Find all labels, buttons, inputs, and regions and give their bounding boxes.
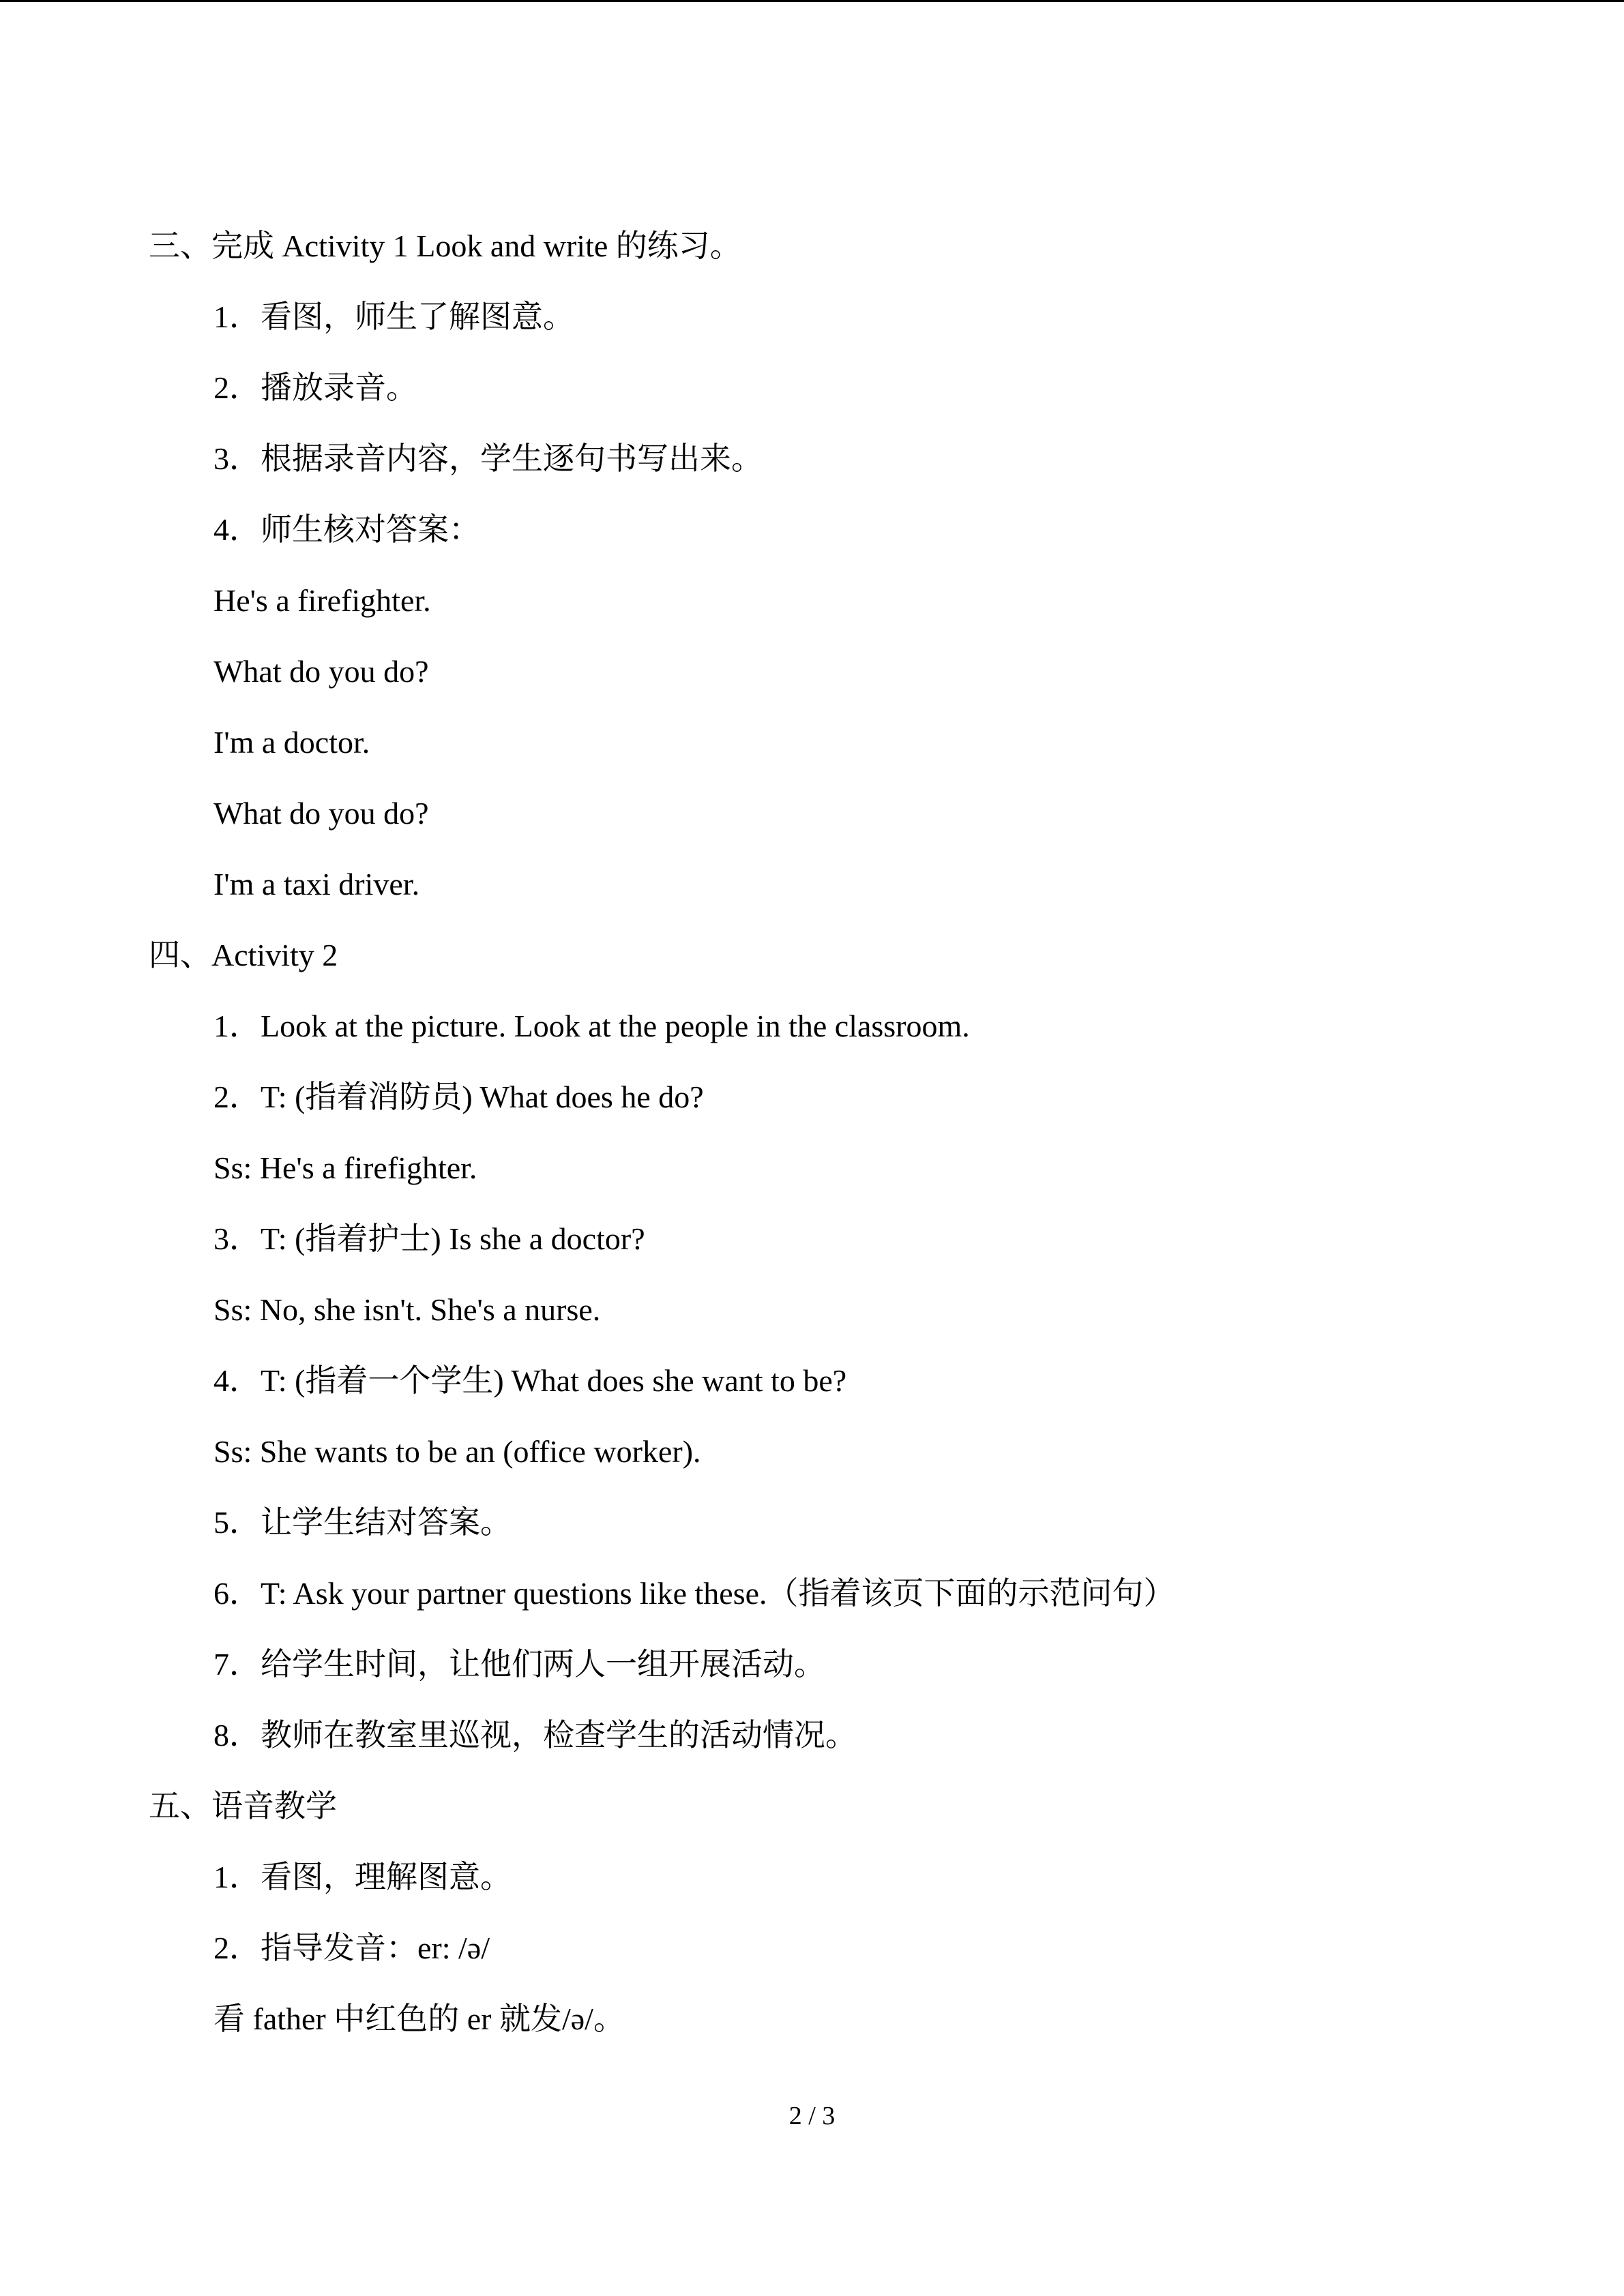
section-heading: 四、Activity 2 xyxy=(149,938,338,972)
answer-line: What do you do? xyxy=(213,654,429,689)
step-item: 3．T: (指着护士) Is she a doctor? xyxy=(213,1221,645,1256)
dialogue-line: Ss: No, she isn't. She's a nurse. xyxy=(213,1292,601,1327)
step-item: 7．给学生时间，让他们两人一组开展活动。 xyxy=(213,1647,825,1682)
step-item: 5．让学生结对答案。 xyxy=(213,1505,512,1540)
answer-line: I'm a doctor. xyxy=(213,725,370,760)
step-item: 6．T: Ask your partner questions like these.（指着该页下面的示范问句） xyxy=(213,1576,1175,1611)
step-item: 4．T: (指着一个学生) What does she want to be? xyxy=(213,1363,847,1398)
page-number: 2 / 3 xyxy=(788,2102,836,2130)
step-item: 8．教师在教室里巡视，检查学生的活动情况。 xyxy=(213,1718,857,1753)
step-item: 1．看图，师生了解图意。 xyxy=(213,299,574,334)
step-item: 2．播放录音。 xyxy=(213,370,417,405)
section-heading: 三、完成 Activity 1 Look and write 的练习。 xyxy=(149,228,741,263)
answer-line: He's a firefighter. xyxy=(213,583,431,618)
step-item: 1．看图，理解图意。 xyxy=(213,1860,512,1894)
section-heading: 五、语音教学 xyxy=(149,1789,337,1823)
dialogue-line: Ss: She wants to be an (office worker). xyxy=(213,1434,701,1469)
step-item: 1．Look at the picture. Look at the people in the classroom. xyxy=(213,1009,970,1043)
answer-line: I'm a taxi driver. xyxy=(213,867,420,901)
step-item: 4．师生核对答案： xyxy=(213,512,480,547)
step-item: 2．T: (指着消防员) What does he do? xyxy=(213,1079,704,1114)
note-line: 看 father 中红色的 er 就发/ə/。 xyxy=(213,2001,625,2036)
answer-line: What do you do? xyxy=(213,796,429,831)
step-item: 2．指导发音：er: /ə/ xyxy=(213,1930,490,1965)
document-body xyxy=(0,211,1624,2055)
step-item: 3．根据录音内容，学生逐句书写出来。 xyxy=(213,441,763,476)
dialogue-line: Ss: He's a firefighter. xyxy=(213,1150,477,1185)
